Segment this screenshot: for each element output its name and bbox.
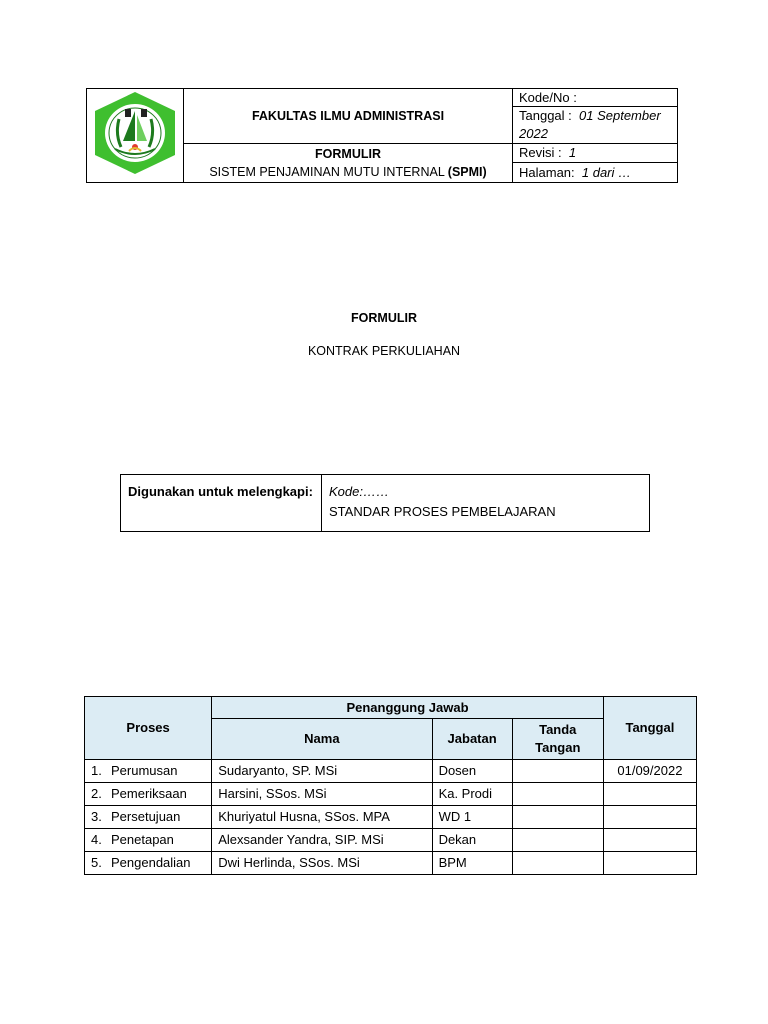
table-row (85, 829, 697, 852)
cell-jabatan: BPM (432, 852, 512, 875)
cell-tanggal (603, 806, 696, 829)
revisi-label: Revisi : (519, 145, 562, 160)
usage-standard: STANDAR PROSES PEMBELAJARAN (329, 504, 556, 519)
cell-proses: 3. Persetujuan (85, 806, 212, 829)
responsibility-table (84, 696, 697, 875)
header-nama: Nama (212, 719, 432, 760)
cell-nama: Alexsander Yandra, SIP. MSi (212, 829, 432, 852)
usage-label: Digunakan untuk melengkapi: (121, 475, 322, 532)
cell-tanda-tangan (512, 783, 603, 806)
halaman-value: 1 dari … (581, 165, 632, 180)
cell-tanda-tangan (512, 760, 603, 783)
usage-detail (322, 475, 650, 532)
revisi-value: 1 (568, 145, 577, 160)
cell-jabatan: Ka. Prodi (432, 783, 512, 806)
header-jabatan: Jabatan (432, 719, 512, 760)
table-row (85, 760, 697, 783)
kode-label: Kode/No : (519, 90, 577, 105)
header-tanda-tangan: Tanda Tangan (512, 719, 603, 760)
university-seal-icon (89, 89, 181, 177)
table-row (85, 783, 697, 806)
form-title-cell (184, 144, 513, 183)
cell-nama: Khuriyatul Husna, SSos. MPA (212, 806, 432, 829)
form-subtitle: KONTRAK PERKULIAHAN (307, 344, 461, 358)
system-text: SISTEM PENJAMINAN MUTU INTERNAL (209, 165, 448, 179)
cell-proses: 2. Pemeriksaan (85, 783, 212, 806)
cell-tanggal (603, 783, 696, 806)
meta-kode-tanggal (513, 89, 678, 144)
cell-jabatan: Dekan (432, 829, 512, 852)
cell-jabatan: Dosen (432, 760, 512, 783)
header-penanggung-jawab: Penanggung Jawab (212, 697, 604, 719)
cell-nama: Sudaryanto, SP. MSi (212, 760, 432, 783)
tanggal-value: 01 September 2022 (519, 108, 661, 141)
cell-proses: 1. Perumusan (85, 760, 212, 783)
cell-tanda-tangan (512, 852, 603, 875)
table-row (85, 852, 697, 875)
faculty-name: FAKULTAS ILMU ADMINISTRASI (184, 89, 513, 144)
cell-tanggal: 01/09/2022 (603, 760, 696, 783)
form-title: FORMULIR (351, 311, 417, 325)
cell-jabatan: WD 1 (432, 806, 512, 829)
meta-revisi-halaman (513, 144, 678, 183)
cell-tanda-tangan (512, 806, 603, 829)
table-row (85, 806, 697, 829)
header-proses: Proses (85, 697, 212, 760)
tanggal-label: Tanggal : (519, 108, 572, 123)
cell-tanggal (603, 852, 696, 875)
logo-cell (87, 89, 184, 183)
system-abbr: (SPMI) (447, 165, 487, 179)
cell-tanda-tangan (512, 829, 603, 852)
form-label: FORMULIR (315, 147, 381, 161)
usage-kode: Kode:…… (329, 484, 389, 499)
halaman-label: Halaman: (519, 165, 575, 180)
cell-proses: 4. Penetapan (85, 829, 212, 852)
cell-nama: Harsini, SSos. MSi (212, 783, 432, 806)
document-header (86, 88, 678, 183)
cell-tanggal (603, 829, 696, 852)
header-tanggal: Tanggal (603, 697, 696, 760)
usage-box (120, 474, 650, 532)
cell-proses: 5. Pengendalian (85, 852, 212, 875)
cell-nama: Dwi Herlinda, SSos. MSi (212, 852, 432, 875)
